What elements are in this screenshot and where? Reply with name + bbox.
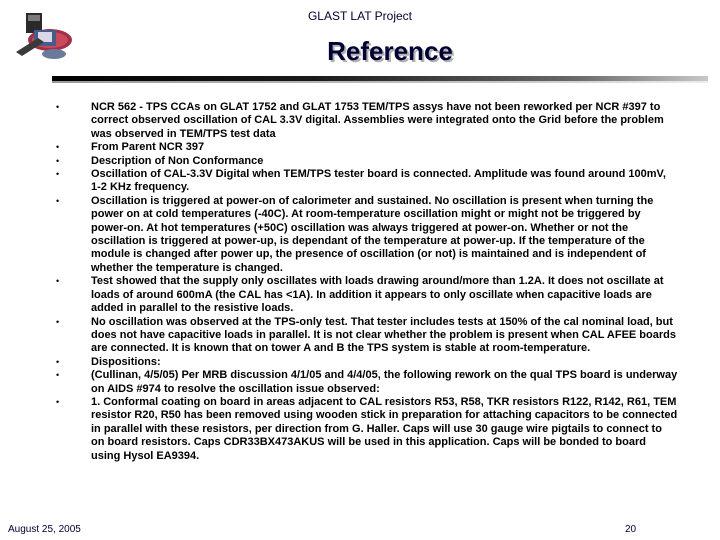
list-item-text: Description of Non Conformance (91, 154, 264, 167)
list-item (56, 195, 678, 275)
header-project-title: GLAST LAT Project (307, 9, 413, 23)
bullet-dot-icon: • (56, 356, 60, 367)
page-number: 20 (625, 524, 637, 535)
list-item-text: Oscillation of CAL-3.3V Digital when TEM/TPS tester board is connected. Amplitude was found around 100mV, 1-2 KHz frequency. (91, 168, 666, 194)
bullet-dot-icon: • (56, 169, 60, 180)
list-item-text: NCR 562 - TPS CCAs on GLAT 1752 and GLAT 1753 TEM/TPS assys have not been reworked per NCR #397 to correct observed oscillation of CAL 3.3V digital. Assemblies were integrated onto the Grid before the problem was observed in TEM/TPS test data (91, 101, 664, 140)
bullet-dot-icon: • (56, 142, 60, 153)
list-item-text: Oscillation is triggered at power-on of calorimeter and sustained. No oscillation is present when turning the power on at cold temperatures (-40C). At room-temperature oscillation might or might not be triggered by power-on. At hot temperatures (+50C) oscillation was always triggered at power-on. Whether or not the oscillation is triggered at power-up, is dependant of the temperature at power-up. If the temperature of the module is changed after power up, the presence of oscillation (or not) is maintained and is independent of whether the temperature is changed. (91, 194, 654, 274)
list-item (56, 101, 678, 141)
list-item (56, 396, 678, 463)
bullet-dot-icon: • (56, 316, 60, 327)
list-item-text: No oscillation was observed at the TPS-only test. That tester includes tests at 150% of the cal nominal load, but does not have capacitive loads in parallel. It is not clear whether the problem is present when CAL AFEE boards are connected. It is known that on tower A and B the TPS system is stable at room-temperature. (91, 315, 676, 355)
list-item (56, 168, 678, 195)
list-item (56, 369, 678, 396)
bullet-dot-icon: • (56, 155, 60, 166)
title-divider-shadow (52, 81, 708, 83)
list-item (56, 275, 678, 315)
bullet-dot-icon: • (56, 396, 60, 407)
list-item-text: From Parent NCR 397 (91, 141, 205, 154)
list-item (56, 356, 678, 369)
footer-date: August 25, 2005 (8, 524, 81, 535)
bullet-dot-icon: • (56, 276, 60, 287)
list-item-text: (Cullinan, 4/5/05) Per MRB discussion 4/1/05 and 4/4/05, the following rework on the qual TPS board is underway on AIDS #974 to resolve the oscillation issue observed: (91, 369, 678, 395)
list-item-text: 1. Conformal coating on board in areas adjacent to CAL resistors R53, R58, TKR resistors R122, R142, R61, TEM resistor R20, R50 has been removed using wooden stick in preparation for attaching capacitors to be connected in parallel with these resistors, per direction from G. Haller. Caps will use 30 gauge wire pigtails to connect to on board resistors. Caps CDR33BX473AKUS will be used in this application. Caps will be bonded to board using Hysol EA9394. (91, 395, 678, 462)
glast-mission-logo-icon (10, 10, 74, 66)
bullet-list (56, 101, 678, 463)
list-item (56, 155, 678, 168)
list-item-text: Dispositions: (91, 355, 161, 368)
list-item-text: Test showed that the supply only oscillates with loads drawing around/more than 1.2A. It does not oscillate at loads of around 600mA (the CAL has <1A). In addition it appears to only oscillate when capacitive loads are added in parallel to the resistive loads. (91, 275, 664, 315)
page-title: Reference (327, 36, 453, 66)
list-item (56, 316, 678, 356)
bullet-dot-icon: • (56, 370, 60, 381)
bullet-dot-icon: • (56, 102, 60, 112)
list-item (56, 141, 678, 154)
bullet-dot-icon: • (56, 195, 60, 206)
